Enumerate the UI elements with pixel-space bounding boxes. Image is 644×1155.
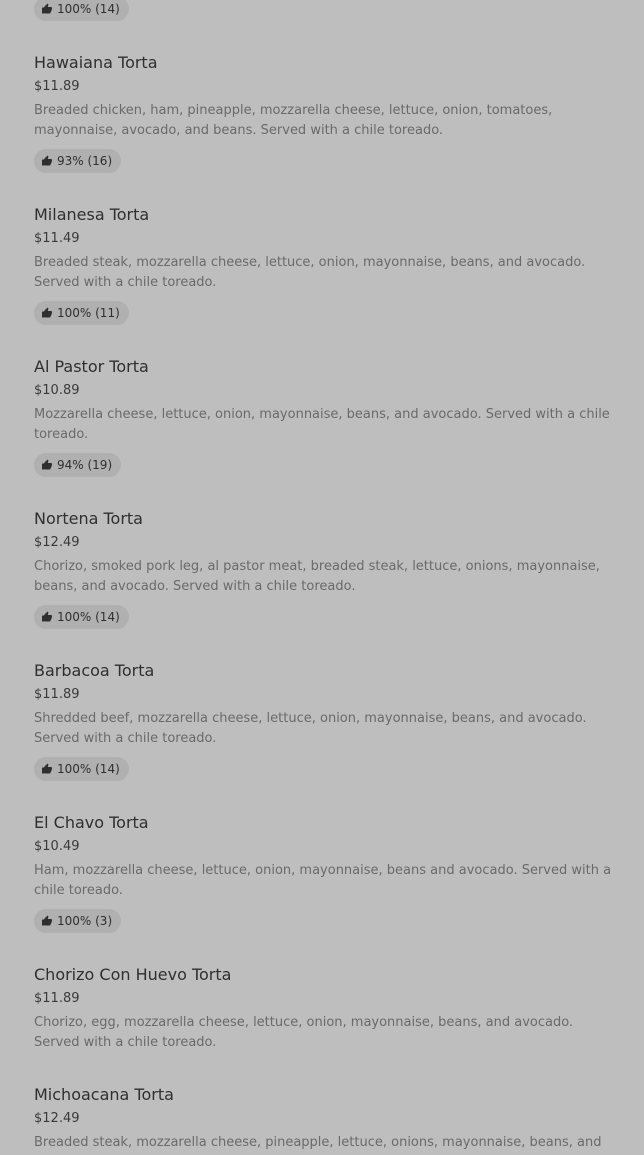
- rating-text: 100% (3): [57, 914, 113, 928]
- item-price: $11.89: [34, 79, 80, 94]
- item-description: Breaded steak, mozzarella cheese, pineapple, lettuce, onions, mayonnaise, beans, and: [34, 1135, 602, 1150]
- item-price: $12.49: [34, 1111, 80, 1126]
- item-price: $10.89: [34, 383, 80, 398]
- thumbs-up-icon: [41, 915, 53, 927]
- thumbs-up-icon: [41, 155, 53, 167]
- item-name: Al Pastor Torta: [34, 357, 149, 376]
- item-name: Milanesa Torta: [34, 205, 150, 224]
- thumbs-up-icon: [41, 763, 53, 775]
- thumbs-up-icon: [41, 611, 53, 623]
- rating-badge: [34, 909, 121, 933]
- rating-badge: [34, 149, 121, 173]
- rating-badge: [34, 0, 129, 21]
- thumbs-up-icon: [41, 459, 53, 471]
- item-price: $11.49: [34, 231, 80, 246]
- item-price: $11.89: [34, 991, 80, 1006]
- rating-text: 100% (11): [57, 306, 120, 320]
- item-description: Mozzarella cheese, lettuce, onion, mayonnaise, beans, and avocado. Served with a chile toreado.: [34, 407, 610, 442]
- rating-text: 100% (14): [57, 2, 120, 16]
- rating-badge: [34, 605, 129, 629]
- rating-badge: [34, 453, 121, 477]
- item-name: Hawaiana Torta: [34, 53, 158, 72]
- item-name: Michoacana Torta: [34, 1085, 174, 1104]
- item-name: Chorizo Con Huevo Torta: [34, 965, 232, 984]
- item-description: Breaded steak, mozzarella cheese, lettuce, onion, mayonnaise, beans, and avocado. Served with a chile toreado.: [34, 255, 586, 290]
- thumbs-up-icon: [41, 307, 53, 319]
- rating-text: 100% (14): [57, 610, 120, 624]
- thumbs-up-icon: [41, 3, 53, 15]
- rating-badge: [34, 757, 129, 781]
- rating-badge: [34, 301, 129, 325]
- rating-text: 100% (14): [57, 762, 120, 776]
- item-description: Breaded chicken, ham, pineapple, mozzarella cheese, lettuce, onion, tomatoes, mayonnaise, avocado, and beans. Served with a chile toreado.: [34, 103, 553, 138]
- item-price: $12.49: [34, 535, 80, 550]
- item-name: Barbacoa Torta: [34, 661, 155, 680]
- item-name: El Chavo Torta: [34, 813, 149, 832]
- item-description: Chorizo, smoked pork leg, al pastor meat, breaded steak, lettuce, onions, mayonnaise, beans, and avocado. Served with a chile toreado.: [34, 559, 600, 594]
- item-description: Ham, mozzarella cheese, lettuce, onion, mayonnaise, beans and avocado. Served with a chile toreado.: [34, 863, 612, 898]
- item-price: $10.49: [34, 839, 80, 854]
- rating-text: 94% (19): [57, 458, 113, 472]
- item-description: Chorizo, egg, mozzarella cheese, lettuce, onion, mayonnaise, beans, and avocado. Served with a chile toreado.: [34, 1015, 574, 1050]
- item-description: Shredded beef, mozzarella cheese, lettuce, onion, mayonnaise, beans, and avocado. Served with a chile toreado.: [34, 711, 587, 746]
- item-name: Nortena Torta: [34, 509, 143, 528]
- item-price: $11.89: [34, 687, 80, 702]
- rating-text: 93% (16): [57, 154, 113, 168]
